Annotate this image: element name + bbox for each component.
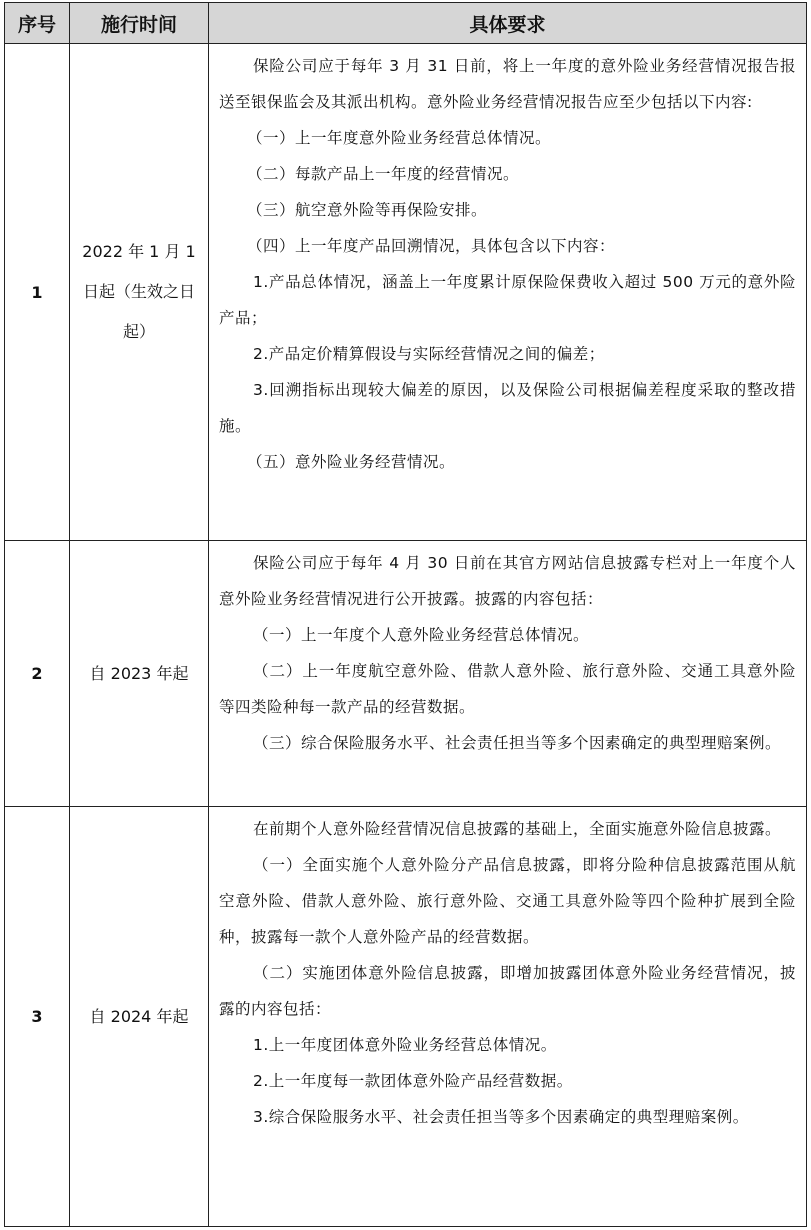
requirement-paragraph: 1.产品总体情况，涵盖上一年度累计原保险保费收入超过 500 万元的意外险产品；: [219, 273, 796, 327]
requirement-paragraph: 在前期个人意外险经营情况信息披露的基础上，全面实施意外险信息披露。: [253, 820, 782, 838]
requirement-paragraph: 2.产品定价精算假设与实际经营情况之间的偏差；: [253, 345, 605, 363]
requirement-paragraph: （一）全面实施个人意外险分产品信息披露，即将分险种信息披露范围从航空意外险、借款人意外险、旅行意外险、交通工具意外险等四个险种扩展到全险种，披露每一款个人意外险产品的经营数据。: [219, 856, 796, 946]
requirements-table: [4, 2, 807, 1227]
requirement-paragraph: （二）实施团体意外险信息披露，即增加披露团体意外险业务经营情况，披露的内容包括：: [219, 964, 796, 1018]
requirement-paragraph: 1.上一年度团体意外险业务经营总体情况。: [253, 1036, 557, 1054]
row-serial-number: 3: [5, 807, 70, 1227]
requirement-paragraph: 3.综合保险服务水平、社会责任担当等多个因素确定的典型理赔案例。: [253, 1108, 749, 1126]
requirement-paragraph: （一）上一年度意外险业务经营总体情况。: [247, 129, 552, 147]
row-requirements: [209, 807, 807, 1227]
row-serial-number: 2: [5, 541, 70, 807]
row-requirements: [209, 541, 807, 807]
table-header-row: [5, 3, 807, 44]
table-row: [5, 541, 807, 807]
header-specific-requirements: 具体要求: [209, 3, 807, 44]
requirement-paragraph: 保险公司应于每年 3 月 31 日前，将上一年度的意外险业务经营情况报告报送至银保监会及其派出机构。意外险业务经营情况报告应至少包括以下内容:: [219, 57, 796, 111]
requirement-paragraph: 保险公司应于每年 4 月 30 日前在其官方网站信息披露专栏对上一年度个人意外险业务经营情况进行公开披露。披露的内容包括：: [219, 554, 796, 608]
table-row: [5, 44, 807, 541]
header-serial-number: 序号: [5, 3, 70, 44]
row-effective-time: 2022 年 1 月 1 日起（生效之日起）: [70, 44, 209, 541]
row-effective-time: 自 2024 年起: [70, 807, 209, 1227]
requirement-paragraph: （三）综合保险服务水平、社会责任担当等多个因素确定的典型理赔案例。: [253, 734, 782, 752]
requirement-paragraph: （一）上一年度个人意外险业务经营总体情况。: [253, 626, 590, 644]
requirement-paragraph: （四）上一年度产品回溯情况，具体包含以下内容：: [247, 237, 616, 255]
header-effective-time: 施行时间: [70, 3, 209, 44]
requirement-paragraph: （二）每款产品上一年度的经营情况。: [247, 165, 520, 183]
requirement-paragraph: （五）意外险业务经营情况。: [247, 453, 456, 471]
requirement-paragraph: 3.回溯指标出现较大偏差的原因，以及保险公司根据偏差程度采取的整改措施。: [219, 381, 796, 435]
row-serial-number: 1: [5, 44, 70, 541]
row-requirements: [209, 44, 807, 541]
requirement-paragraph: 2.上一年度每一款团体意外险产品经营数据。: [253, 1072, 573, 1090]
requirement-paragraph: （二）上一年度航空意外险、借款人意外险、旅行意外险、交通工具意外险等四类险种每一款产品的经营数据。: [219, 662, 796, 716]
table-row: [5, 807, 807, 1227]
row-effective-time: 自 2023 年起: [70, 541, 209, 807]
requirement-paragraph: （三）航空意外险等再保险安排。: [247, 201, 488, 219]
